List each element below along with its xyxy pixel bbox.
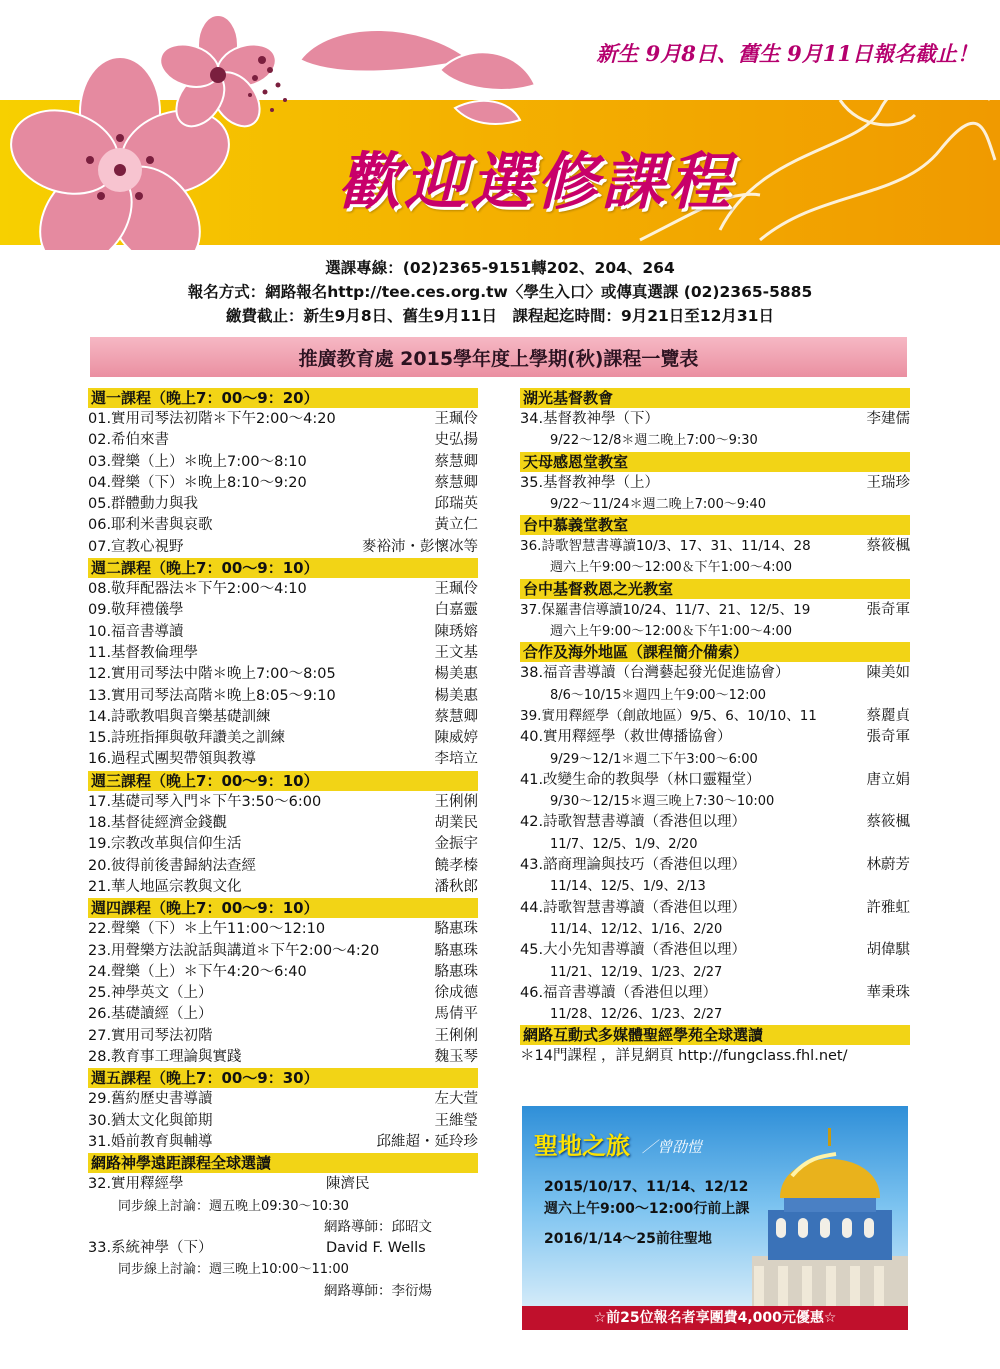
promo-author: ／曾劭愷 bbox=[642, 1138, 703, 1156]
course-row: 04.聲樂（下）＊晚上8:10～9:20 蔡慧卿 bbox=[88, 474, 478, 491]
course-row: 06.耶利米書與哀歌 黃立仁 bbox=[88, 517, 478, 534]
course-row: 24.聲樂（上）＊下午4:20～6:40 駱惠珠 bbox=[88, 963, 478, 980]
section-wednesday: 週三課程（晚上7：00～9：10） bbox=[88, 771, 478, 791]
holy-land-tour-promo bbox=[522, 1106, 908, 1330]
info-deadline: 繳費截止：新生9月8日、舊生9月11日 課程起迄時間：9月21日至12月31日 bbox=[226, 307, 774, 325]
course-row: 17.基礎司琴入門＊下午3:50～6:00 王俐俐 bbox=[88, 793, 478, 810]
section-thursday: 週四課程（晚上7：00～9：10） bbox=[88, 898, 478, 918]
course-row: 37.保羅書信導讀10/24、11/7、21、12/5、19 張奇軍 bbox=[520, 601, 910, 618]
course-schedule: 週六上午9:00～12:00＆下午1:00～4:00 bbox=[550, 560, 793, 576]
page-title: 歡迎選修課程 bbox=[338, 145, 735, 218]
fungclass-note: ＊14門課程 ，詳見網頁 http://fungclass.fhl.net/ bbox=[520, 1048, 848, 1065]
course-schedule: 11/14、12/12、1/16、2/20 bbox=[550, 921, 723, 937]
info-registration: 報名方式：網路報名http://tee.ces.org.tw〈學生入口〉或傳真選課 (02)2365-5885 bbox=[187, 283, 813, 301]
section-taichung-muyi: 台中慕義堂教室 bbox=[520, 515, 910, 535]
course-row: 08.敬拜配器法＊下午2:00～4:10 王珮伶 bbox=[88, 581, 478, 598]
course-row: 45.大小先知書導讀（香港但以理） 胡偉騏 bbox=[520, 942, 910, 959]
course-row: 36.詩歌智慧書導讀10/3、17、31、11/14、28 蔡筱楓 bbox=[520, 538, 910, 555]
course-row: 15.詩班指揮與敬拜讚美之訓練 陳威婷 bbox=[88, 730, 478, 747]
left-column bbox=[88, 388, 478, 1302]
course-table-header bbox=[90, 337, 907, 377]
promo-trip-dates: 2016/1/14～25前往聖地 bbox=[544, 1231, 712, 1247]
course-row: 18.基督徒經濟金錢觀 胡業民 bbox=[88, 815, 478, 832]
course-row: 03.聲樂（上）＊晚上7:00～8:10 蔡慧卿 bbox=[88, 453, 478, 470]
course-row: 38.福音書導讀（台灣藝起發光促進協會） 陳美如 bbox=[520, 665, 910, 682]
section-tianmu: 天母感恩堂教室 bbox=[520, 452, 910, 472]
course-row: 02.希伯來書 史弘揚 bbox=[88, 432, 478, 449]
course-schedule: 9/30～12/15＊週三晚上7:30～10:00 bbox=[550, 794, 775, 810]
course-schedule: 11/14、12/5、1/9、2/13 bbox=[550, 879, 706, 895]
course-row: 35.基督教神學（上） 王瑞珍 bbox=[520, 474, 910, 491]
course-schedule: 9/29～12/1＊週二下午3:00～6:00 bbox=[550, 751, 758, 767]
course-row: 22.聲樂（下）＊上午11:00～12:10 駱惠珠 bbox=[88, 921, 478, 938]
course-schedule: 8/6～10/15＊週四上午9:00～12:00 bbox=[550, 687, 767, 703]
course-row: 25.神學英文（上） 徐成德 bbox=[88, 985, 478, 1002]
course-row: 31.婚前教育與輔導 邱維超・延玲珍 bbox=[88, 1133, 478, 1150]
course-schedule: 9/22～12/8＊週二晚上7:00～9:30 bbox=[550, 433, 758, 449]
course-schedule: 週六上午9:00～12:00＆下午1:00～4:00 bbox=[550, 624, 793, 640]
course-row: 34.基督教神學（下） 李建儒 bbox=[520, 411, 910, 427]
section-cooperation: 合作及海外地區（課程簡介備索） bbox=[520, 642, 910, 662]
course-tutor: 網路導師：李衍煬 bbox=[324, 1282, 432, 1299]
course-row: 20.彼得前後書歸納法查經 饒孝榛 bbox=[88, 857, 478, 874]
course-row: 27.實用司琴法初階 王俐俐 bbox=[88, 1027, 478, 1044]
course-row: 39.實用釋經學（創啟地區）9/5、6、10/10、11 蔡麗貞 bbox=[520, 707, 910, 724]
course-row: 44.詩歌智慧書導讀（香港但以理） 許雅虹 bbox=[520, 899, 910, 916]
section-taichung-salvation: 台中基督救恩之光教室 bbox=[520, 579, 910, 599]
course-row: 43.諮商理論與技巧（香港但以理） 林蔚芳 bbox=[520, 857, 910, 874]
course-row: 19.宗教改革與信仰生活 金振宇 bbox=[88, 836, 478, 853]
course-row: 30.猶太文化與節期 王維瑩 bbox=[88, 1112, 478, 1129]
course-row: 33.系統神學（下） David F. Wells bbox=[88, 1240, 426, 1257]
course-sync-discussion: 同步線上討論：週三晚上10:00～11:00 bbox=[118, 1262, 349, 1278]
course-row: 21.華人地區宗教與文化 潘秋郎 bbox=[88, 878, 478, 895]
course-schedule: 11/28、12/26、1/23、2/27 bbox=[550, 1007, 723, 1023]
registration-deadline: 新生 9月8日、舊生 9月11日報名截止！ bbox=[596, 41, 978, 66]
section-monday: 週一課程（晚上7：00～9：20） bbox=[88, 388, 478, 408]
course-schedule: 9/22～11/24＊週二晚上7:00～9:40 bbox=[550, 496, 767, 512]
section-tuesday: 週二課程（晚上7：00～9：10） bbox=[88, 558, 478, 578]
section-fungclass: 網路互動式多媒體聖經學苑全球選讀 bbox=[520, 1025, 910, 1045]
course-row: 12.實用司琴法中階＊晚上7:00～8:05 楊美惠 bbox=[88, 666, 478, 683]
course-row: 40.實用釋經學（救世傳播協會） 張奇軍 bbox=[520, 729, 910, 746]
course-schedule: 11/7、12/5、1/9、2/20 bbox=[550, 836, 698, 852]
course-row: 16.過程式團契帶領與教導 李培立 bbox=[88, 751, 478, 768]
course-sync-discussion: 同步線上討論：週五晚上09:30～10:30 bbox=[118, 1198, 349, 1214]
promo-dates: 2015/10/17、11/14、12/12 bbox=[544, 1179, 749, 1195]
course-row: 14.詩歌教唱與音樂基礎訓練 蔡慧卿 bbox=[88, 708, 478, 725]
course-row: 32.實用釋經學 陳濟民 bbox=[88, 1176, 370, 1193]
course-row: 09.敬拜禮儀學 白嘉靈 bbox=[88, 602, 478, 619]
course-table-title: 推廣教育處 2015學年度上學期(秋)課程一覽表 bbox=[298, 347, 699, 370]
course-row: 13.實用司琴法高階＊晚上8:05～9:10 楊美惠 bbox=[88, 687, 478, 704]
course-row: 26.基礎讀經（上） 馬倩平 bbox=[88, 1006, 478, 1023]
course-row: 01.實用司琴法初階＊下午2:00～4:20 王珮伶 bbox=[88, 411, 478, 427]
course-row: 41.改變生命的教與學（林口靈糧堂） 唐立娟 bbox=[520, 771, 910, 788]
course-row: 28.教育事工理論與實踐 魏玉琴 bbox=[88, 1049, 478, 1066]
right-column bbox=[520, 388, 910, 1068]
section-huguang: 湖光基督教會 bbox=[520, 388, 910, 408]
course-row: 11.基督教倫理學 王文基 bbox=[88, 644, 478, 661]
promo-class-time: 週六上午9:00～12:00行前上課 bbox=[544, 1201, 750, 1217]
info-phone: 選課專線：(02)2365-9151轉202、204、264 bbox=[325, 259, 675, 277]
course-row: 23.用聲樂方法說話與講道＊下午2:00～4:20 駱惠珠 bbox=[88, 942, 478, 959]
course-schedule: 11/21、12/19、1/23、2/27 bbox=[550, 964, 723, 980]
course-row: 42.詩歌智慧書導讀（香港但以理） 蔡筱楓 bbox=[520, 814, 910, 831]
course-row: 29.舊約歷史書導讀 左大萱 bbox=[88, 1091, 478, 1108]
promo-title: 聖地之旅 bbox=[534, 1131, 630, 1160]
course-row: 05.群體動力與我 邱瑞英 bbox=[88, 496, 478, 513]
course-row: 10.福音書導讀 陳琇嫆 bbox=[88, 623, 478, 640]
course-tutor: 網路導師：邱昭文 bbox=[324, 1218, 432, 1235]
section-online: 網路神學遠距課程全球選讀 bbox=[88, 1153, 478, 1173]
course-row: 46.福音書導讀（香港但以理） 華秉珠 bbox=[520, 984, 910, 1001]
section-friday: 週五課程（晚上7：00～9：30） bbox=[88, 1068, 478, 1088]
course-row: 07.宣教心視野 麥裕沛・彭懷冰等 bbox=[88, 538, 478, 555]
banner bbox=[0, 0, 1000, 250]
promo-discount-banner: ☆前25位報名者享團費4,000元優惠☆ bbox=[522, 1306, 908, 1330]
